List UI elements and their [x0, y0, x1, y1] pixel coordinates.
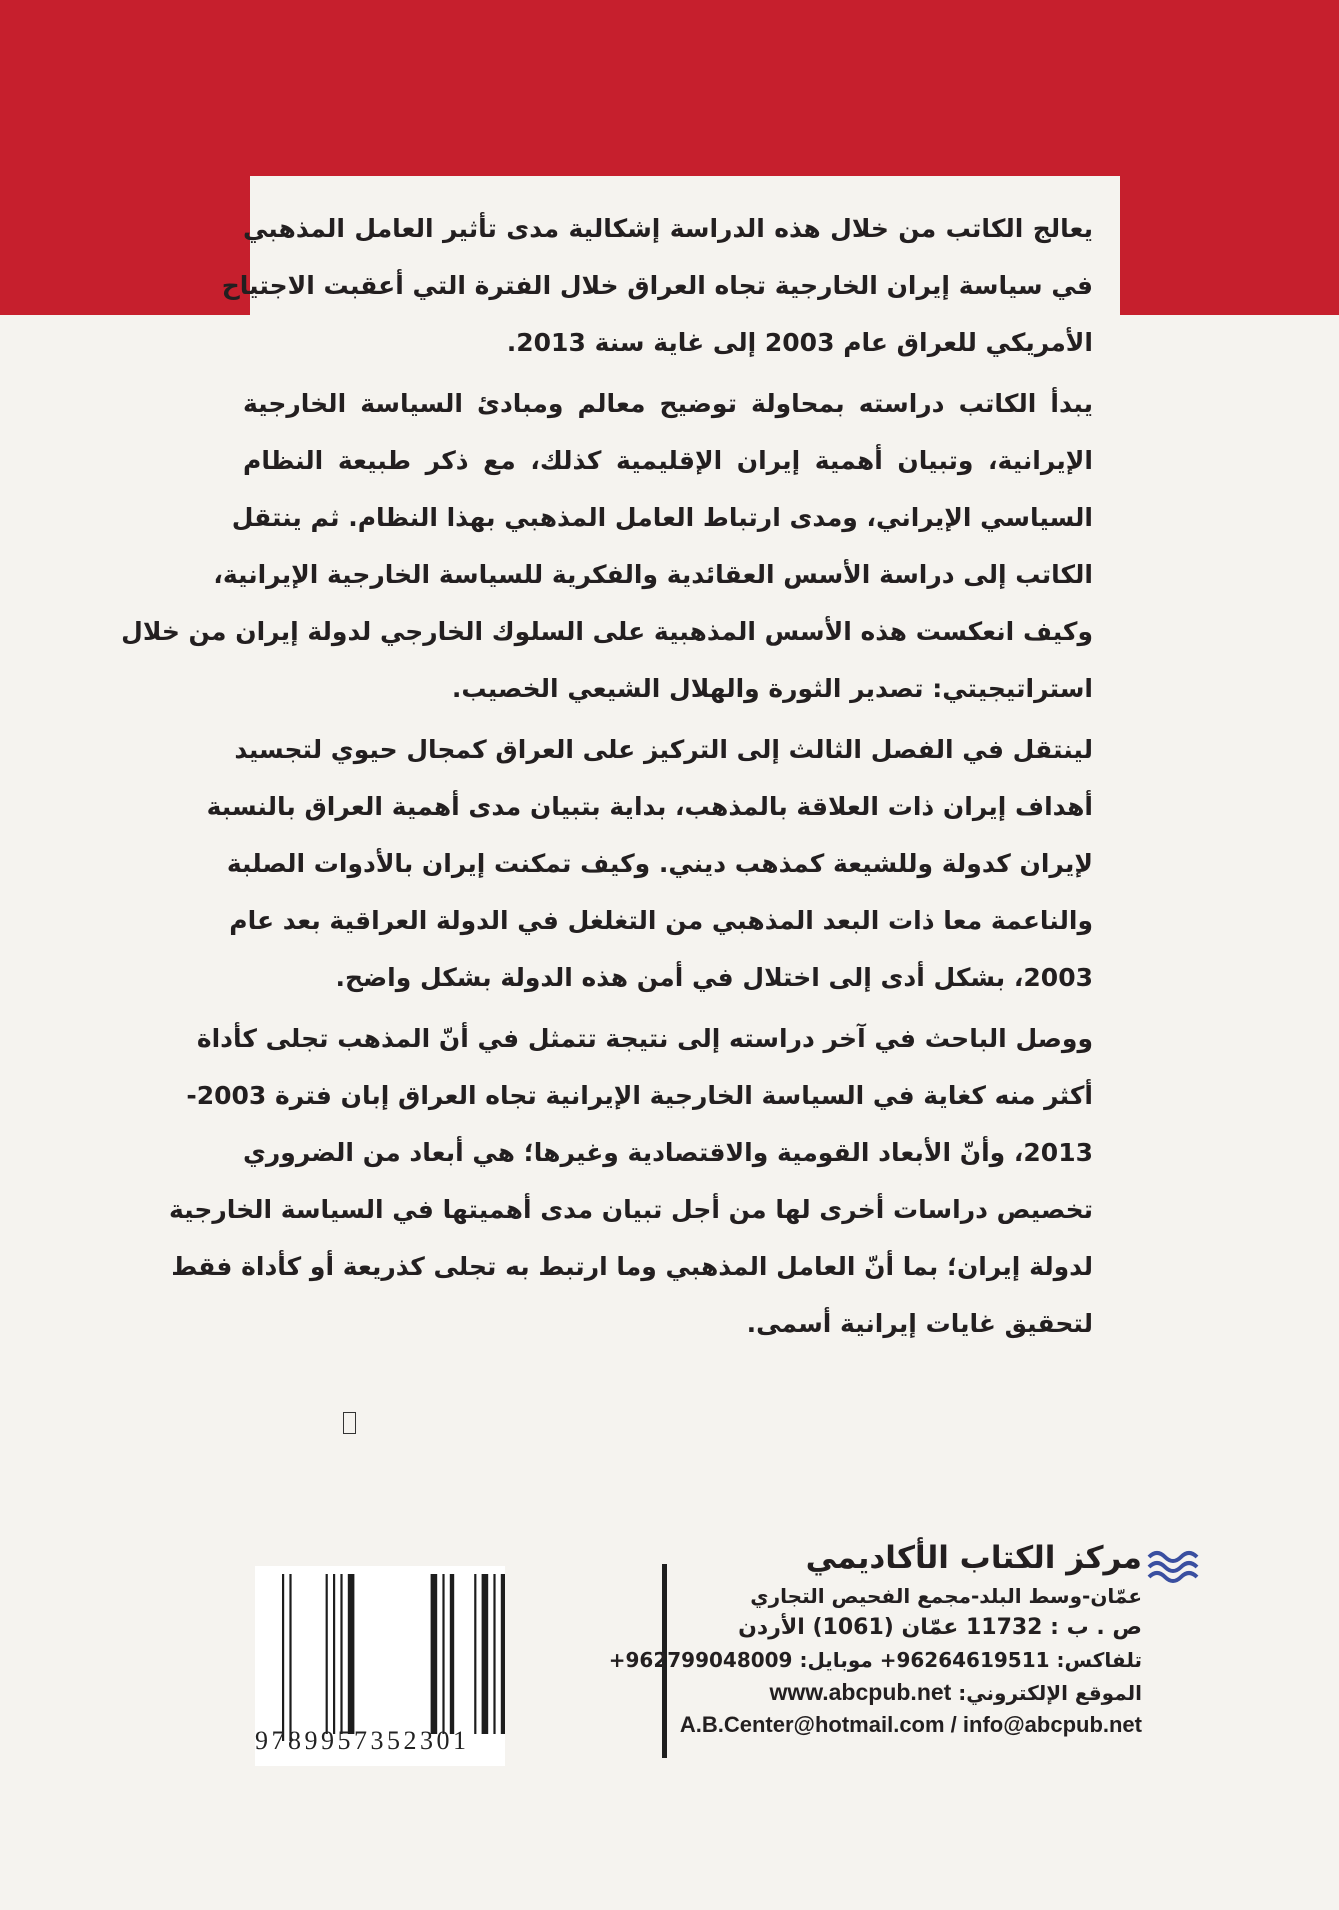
isbn-barcode — [255, 1566, 505, 1766]
blurb-line: لينتقل في الفصل الثالث إلى التركيز على العراق كمجال حيوي لتجسيد — [234, 735, 1093, 764]
blurb-line: أكثر منه كغاية في السياسة الخارجية الإيرانية تجاه العراق إبان فترة 2003- — [186, 1081, 1093, 1110]
blurb-line: يبدأ الكاتب دراسته بمحاولة توضيح معالم ومبادئ السياسة الخارجية — [243, 389, 1093, 418]
barcode-bar — [482, 1574, 489, 1734]
blurb-line: والناعمة معا ذات البعد المذهبي من التغلغل في الدولة العراقية بعد عام — [229, 906, 1093, 935]
blurb-line: وكيف انعكست هذه الأسس المذهبية على السلوك الخارجي لدولة إيران من خلال — [121, 617, 1093, 646]
website-link[interactable]: www.abcpub.net — [769, 1679, 952, 1705]
barcode-bar — [474, 1574, 476, 1734]
publisher-phones: تلفاكس: 96264619511+ موبايل: 962799048009+ — [608, 1648, 1142, 1672]
barcode-bar — [493, 1574, 495, 1734]
barcode-bar — [450, 1574, 454, 1734]
blurb-line: 2013، وأنّ الأبعاد القومية والاقتصادية وغيرها؛ هي أبعاد من الضروري — [243, 1138, 1093, 1167]
barcode-bars — [255, 1566, 505, 1741]
barcode-bar — [340, 1574, 342, 1734]
blurb-paragraph — [221, 200, 1093, 371]
blurb-line: يعالج الكاتب من خلال هذه الدراسة إشكالية مدى تأثير العامل المذهبي — [243, 214, 1093, 243]
barcode-bar — [282, 1574, 284, 1741]
publisher-po-box: ص . ب : 11732 عمّان (1061) الأردن — [738, 1615, 1142, 1640]
publisher-emails[interactable]: A.B.Center@hotmail.com / info@abcpub.net — [679, 1712, 1142, 1737]
barcode-bar — [501, 1574, 505, 1734]
blurb-line: الأمريكي للعراق عام 2003 إلى غاية سنة 2013. — [506, 328, 1093, 357]
blurb-line: السياسي الإيراني، ومدى ارتباط العامل المذهبي بهذا النظام. ثم ينتقل — [231, 503, 1093, 532]
blurb-line: لإيران كدولة وللشيعة كمذهب ديني. وكيف تمكنت إيران بالأدوات الصلبة — [226, 849, 1093, 878]
barcode-bar — [431, 1574, 438, 1734]
barcode-bar — [289, 1574, 291, 1741]
publisher-address: عمّان-وسط البلد-مجمع الفحيص التجاري — [750, 1584, 1142, 1608]
blurb-paragraph — [121, 375, 1093, 717]
blurb-line: 2003، بشكل أدى إلى اختلال في أمن هذه الدولة بشكل واضح. — [335, 963, 1093, 992]
publisher-website-row — [672, 1676, 1142, 1709]
barcode-bar — [348, 1574, 355, 1734]
back-cover-blurb — [121, 200, 1093, 1356]
barcode-bar — [442, 1574, 444, 1734]
barcode-bar — [333, 1574, 335, 1734]
blurb-line: لدولة إيران؛ بما أنّ العامل المذهبي وما ارتبط به تجلى كذريعة أو كأداة فقط — [171, 1252, 1093, 1281]
blurb-paragraph — [168, 1010, 1093, 1352]
website-label: الموقع الإلكتروني: — [958, 1681, 1142, 1705]
blurb-line: أهداف إيران ذات العلاقة بالمذهب، بداية بتبيان مدى أهمية العراق بالنسبة — [206, 792, 1093, 821]
blurb-line: استراتيجيتي: تصدير الثورة والهلال الشيعي الخصيب. — [451, 674, 1093, 703]
publisher-name: مركز الكتاب الأكاديمي — [805, 1540, 1142, 1576]
barcode-bar — [326, 1574, 328, 1734]
blurb-line: الإيرانية، وتبيان أهمية إيران الإقليمية كذلك، مع ذكر طبيعة النظام — [243, 446, 1093, 475]
blurb-line: تخصيص دراسات أخرى لها من أجل تبيان مدى أهميتها في السياسة الخارجية — [168, 1195, 1093, 1224]
publisher-info — [608, 1536, 1142, 1741]
isbn-digits: 9789957352301 — [255, 1726, 470, 1755]
placeholder-box-icon — [343, 1412, 356, 1434]
blurb-line: ووصل الباحث في آخر دراسته إلى نتيجة تتمثل في أنّ المذهب تجلى كأداة — [196, 1024, 1093, 1053]
blurb-line: لتحقيق غايات إيرانية أسمى. — [746, 1309, 1093, 1338]
blurb-paragraph — [206, 721, 1093, 1006]
blurb-line: في سياسة إيران الخارجية تجاه العراق خلال الفترة التي أعقبت الاجتياح — [221, 271, 1093, 300]
blurb-line: الكاتب إلى دراسة الأسس العقائدية والفكرية للسياسة الخارجية الإيرانية، — [213, 560, 1093, 589]
publisher-wave-logo-icon — [1147, 1547, 1205, 1587]
